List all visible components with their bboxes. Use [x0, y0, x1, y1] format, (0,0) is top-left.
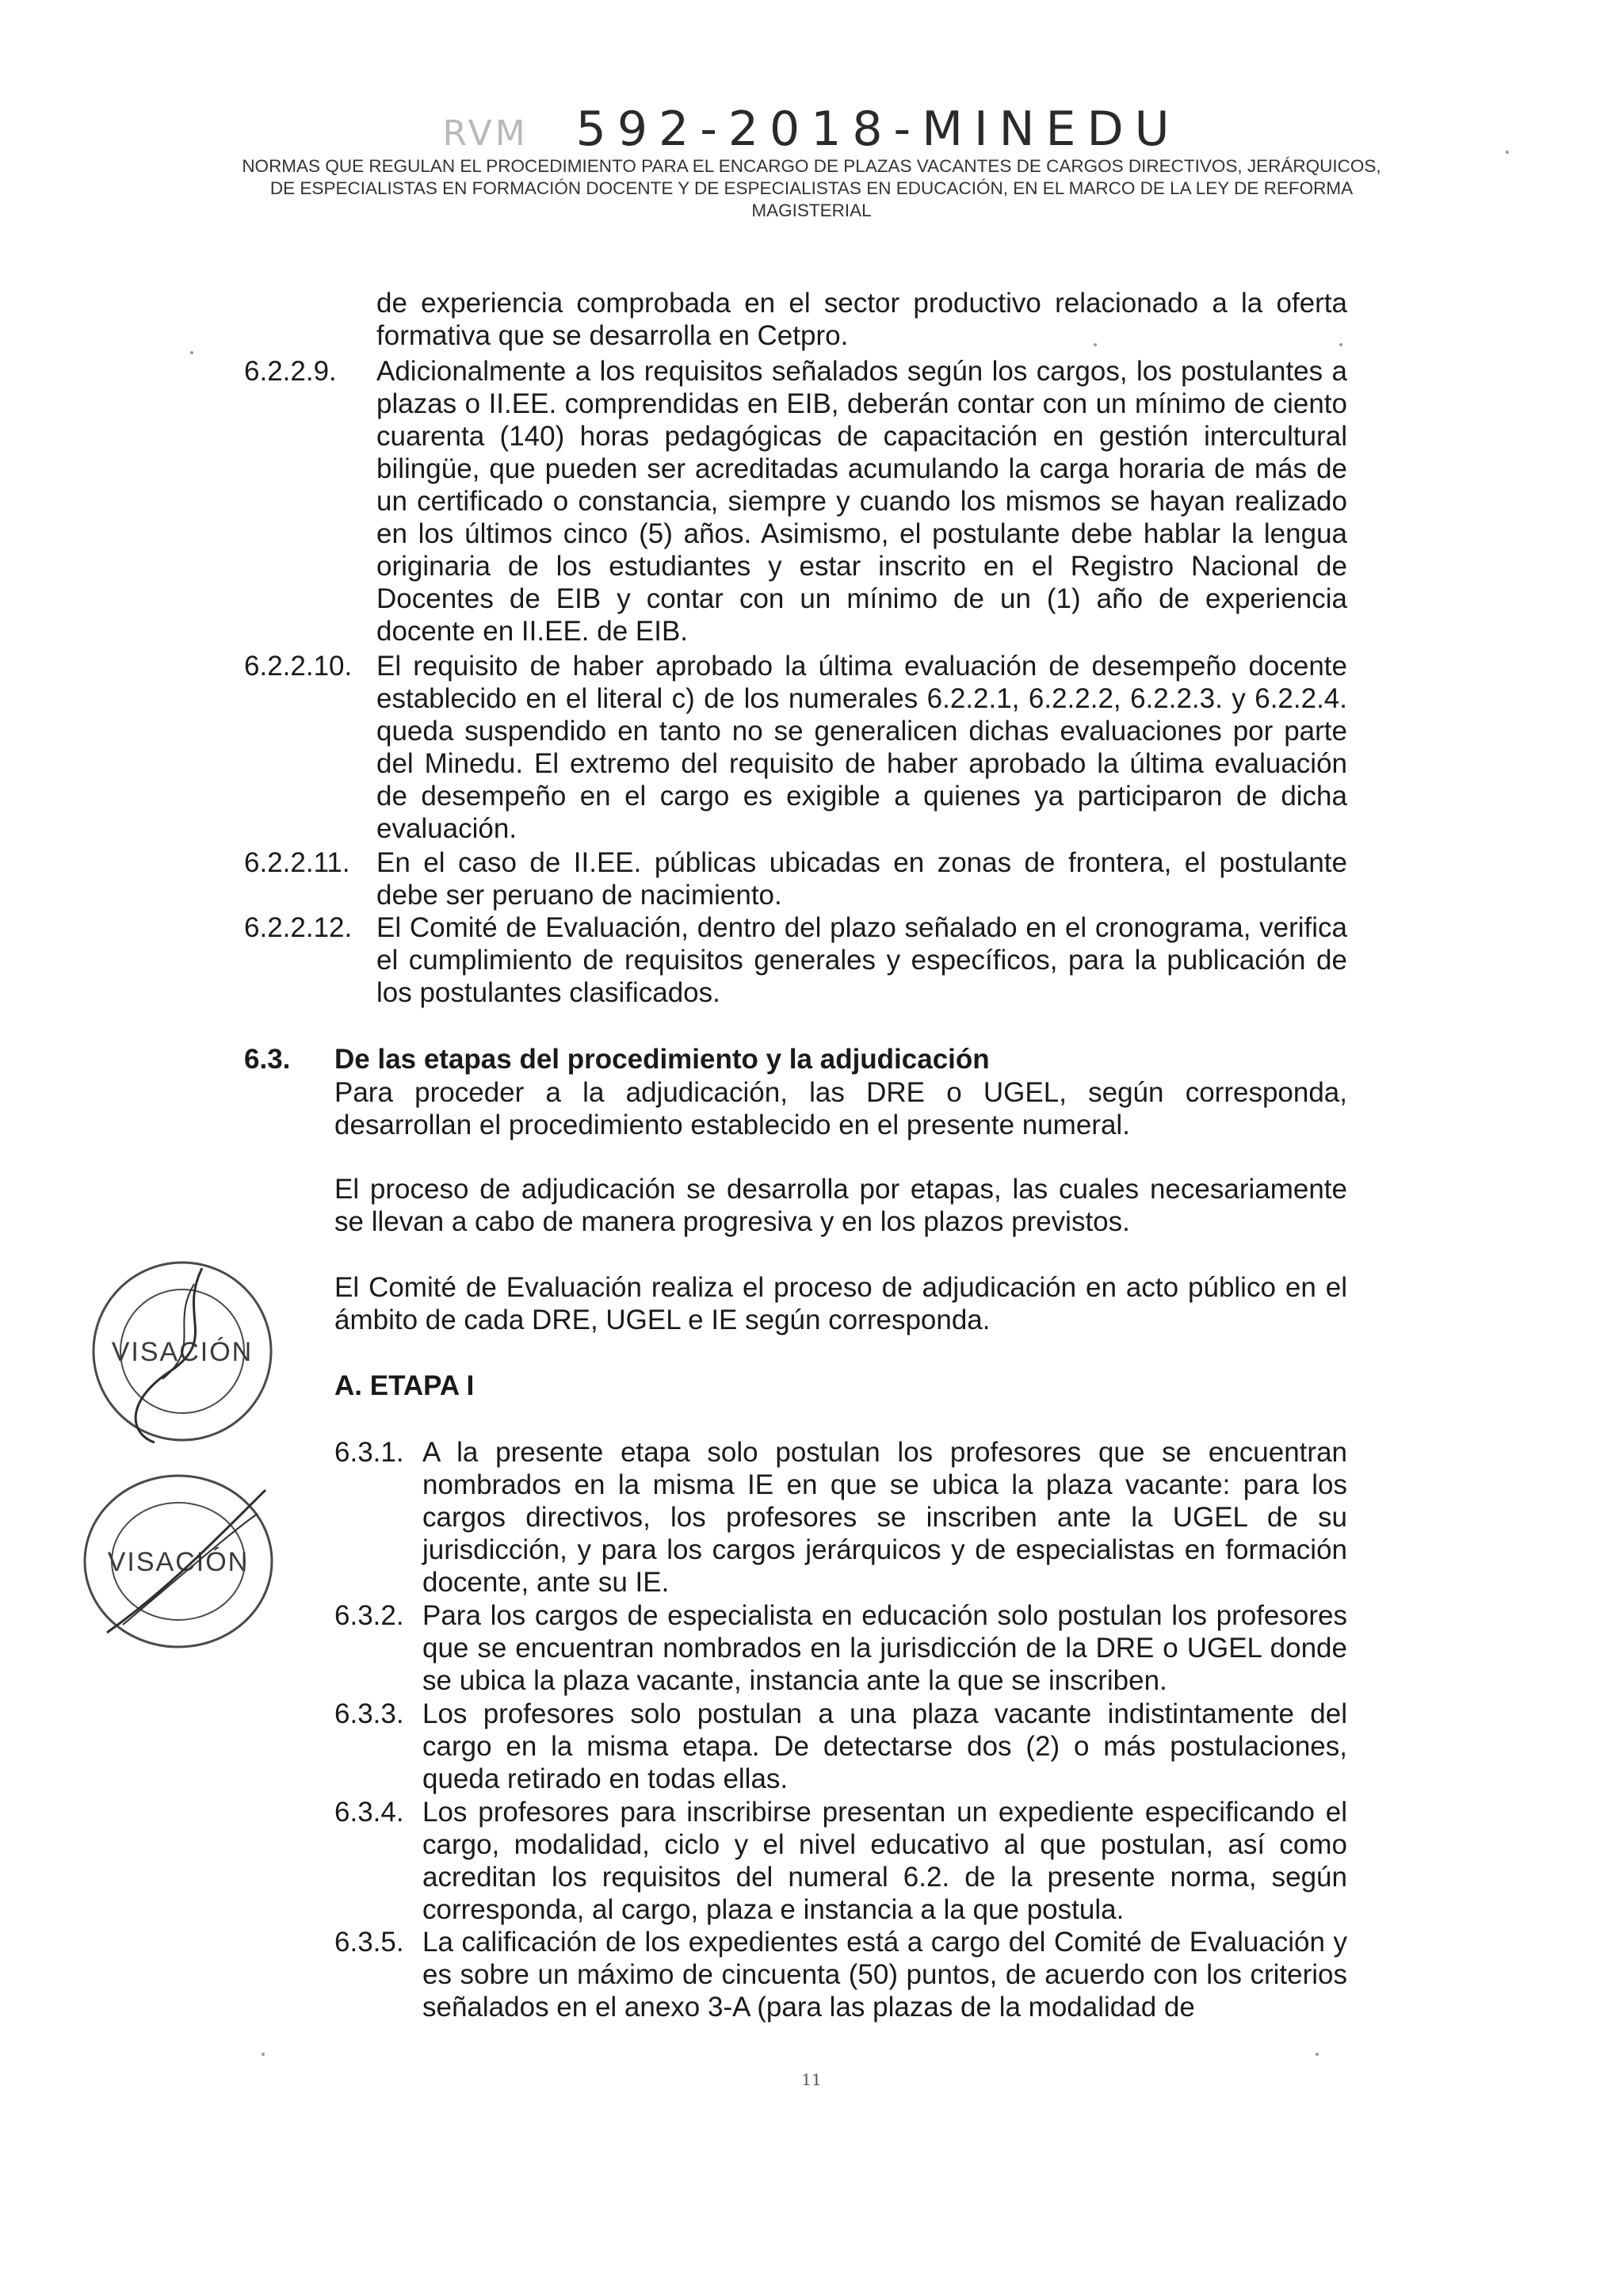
continuation-paragraph: de experiencia comprobada en el sector productivo relacionado a la oferta formativa que se desarrolla en Cetpro. [376, 288, 1347, 351]
item-text: Los profesores solo postulan a una plaza vacante indistintamente del cargo en la misma etapa. De detectarse dos (2) o más postulaciones, queda retirado en todas ellas. [422, 1698, 1347, 1794]
etapa-title: A. ETAPA I [334, 1370, 475, 1401]
item-number: 6.3.5. [334, 1927, 404, 1958]
section-paragraph: El proceso de adjudicación se desarrolla por etapas, las cuales necesariamente se llevan a cabo de manera progresiva y en los plazos previstos. [334, 1174, 1347, 1237]
paragraph-text: Adicionalmente a los requisitos señalados según los cargos, los postulantes a plazas o II.EE. comprendidas en EIB, deberán contar con un mínimo de ciento cuarenta (140) horas pedagógicas de capacitación en gestión intercultural bilingüe, que pueden ser acreditadas acumulando la carga horaria de más de un certificado o constancia, siempre y cuando los mismos se hayan realizado en los últimos cinco (5) años. Asimismo, el postulante debe hablar la lengua originaria de los estudiantes y estar inscrito en el Registro Nacional de Docentes de EIB y contar con un mínimo de un (1) año de experiencia docente en II.EE. de EIB. [376, 356, 1347, 647]
paragraph-number: 6.2.2.9. [244, 356, 337, 387]
item-text: Para los cargos de especialista en educación solo postulan los profesores que se encuentran nombrados en la jurisdicción de la DRE o UGEL donde se ubica la plaza vacante, instancia ante la que se inscriben. [422, 1600, 1347, 1696]
item-number: 6.3.4. [334, 1797, 404, 1828]
paragraph-number: 6.2.2.12. [244, 912, 353, 943]
section-number: 6.3. [244, 1044, 291, 1075]
scan-speck [1339, 343, 1342, 346]
section-title: De las etapas del procedimiento y la adjudicación [334, 1044, 990, 1075]
seal-label: VISACIÓN [107, 1547, 250, 1577]
resolution-number: 592-2018-MINEDU [575, 101, 1181, 157]
scan-speck [190, 351, 193, 354]
section-paragraph: El Comité de Evaluación realiza el proceso de adjudicación en acto público en el ámbito de cada DRE, UGEL e IE según corresponda. [334, 1272, 1347, 1335]
faint-stamp-mark: RVM [442, 113, 529, 154]
item-text: A la presente etapa solo postulan los profesores que se encuentran nombrados en la misma IE en que se ubica la plaza vacante: para los cargos directivos, los profesores se inscriben ante la UGEL de su jurisdicción, y para los cargos jerárquicos y de especialistas en formación docente, ante su IE. [422, 1437, 1347, 1598]
header-title: NORMAS QUE REGULAN EL PROCEDIMIENTO PARA EL ENCARGO DE PLAZAS VACANTES DE CARGOS DIRECTIVOS, JERÁRQUICOS, DE ESPECIALISTAS EN FORMACIÓN DOCENTE Y DE ESPECIALISTAS EN EDUCACIÓN, EN EL MARCO DE LA LEY DE REFORMA MAGISTERIAL [242, 156, 1381, 220]
paragraph-text: En el caso de II.EE. públicas ubicadas en zonas de frontera, el postulante debe ser peruano de nacimiento. [376, 847, 1347, 911]
paragraph-number: 6.2.2.10. [244, 651, 353, 682]
item-number: 6.3.3. [334, 1698, 404, 1729]
section-paragraph: Para proceder a la adjudicación, las DRE o UGEL, según corresponda, desarrollan el procedimiento establecido en el presente numeral. [334, 1077, 1347, 1140]
document-number [0, 101, 1623, 157]
visacion-seal-top [83, 1252, 281, 1450]
item-number: 6.3.2. [334, 1600, 404, 1631]
paragraph-text: El Comité de Evaluación, dentro del plazo señalado en el cronograma, verifica el cumplimiento de requisitos generales y específicos, para la publicación de los postulantes clasificados. [376, 912, 1347, 1008]
scan-speck [1094, 343, 1097, 346]
item-text: La calificación de los expedientes está a cargo del Comité de Evaluación y es sobre un máximo de cincuenta (50) puntos, de acuerdo con los criterios señalados en el anexo 3-A (para las plazas de la modalidad de [422, 1927, 1347, 2023]
item-number: 6.3.1. [334, 1437, 404, 1468]
scan-speck [1316, 2053, 1319, 2056]
paragraph-number: 6.2.2.11. [244, 847, 350, 878]
page-number: 11 [801, 2070, 822, 2089]
scan-speck [1506, 151, 1509, 154]
item-text: Los profesores para inscribirse presentan un expediente especificando el cargo, modalidad, ciclo y el nivel educativo al que postulan, así como acreditan los requisitos del numeral 6.2. de la presente norma, según corresponda, al cargo, plaza e instancia a la que postula. [422, 1797, 1347, 1925]
seal-label: VISACIÓN [111, 1337, 254, 1367]
scan-speck [262, 2053, 265, 2056]
visacion-seal-bottom [75, 1466, 281, 1656]
paragraph-text: El requisito de haber aprobado la última evaluación de desempeño docente establecido en el literal c) de los numerales 6.2.2.1, 6.2.2.2, 6.2.2.3. y 6.2.2.4. queda suspendido en tanto no se generalicen dichas evaluaciones por parte del Minedu. El extremo del requisito de haber aprobado la última evaluación de desempeño en el cargo es exigible a quienes ya participaron de dicha evaluación. [376, 651, 1347, 844]
